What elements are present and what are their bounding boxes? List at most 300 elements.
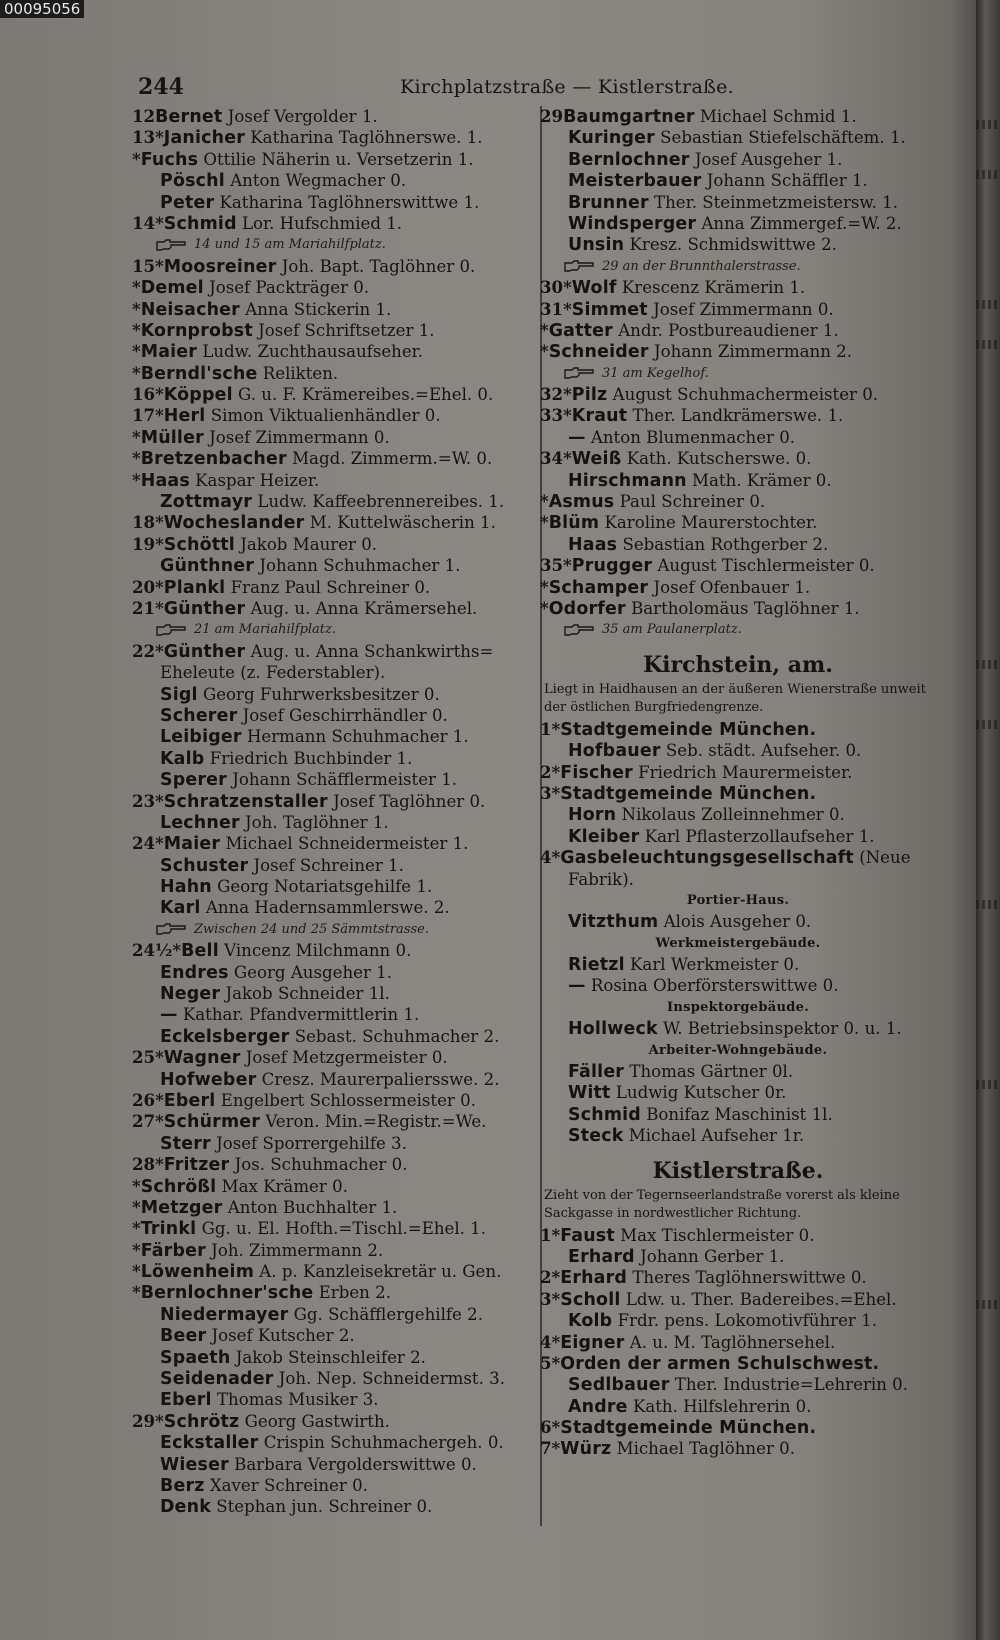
resident-details: Michael Aufseher 1r. [628,1126,805,1146]
resident-surname: Köppel [163,385,233,406]
resident-surname: Schrötz [163,1411,240,1432]
resident-details: Alois Ausgeher 0. [663,912,812,932]
directory-entry [132,855,528,876]
house-number: 25* [132,1047,164,1068]
resident-details: Sebastian Stiefelschäftem. 1. [660,128,906,148]
house-number: 34* [540,448,572,469]
directory-entry [540,1267,936,1288]
resident-details: Ther. Steinmetzmeistersw. 1. [654,192,899,212]
resident-surname: Plankl [163,577,226,598]
resident-details: Georg Gastwirth. [244,1411,390,1431]
resident-surname: Herl [163,406,206,427]
resident-surname: Odorfer [548,598,626,619]
resident-surname: Schneider [548,342,649,363]
resident-surname: Steck [568,1126,624,1147]
directory-entry [132,1475,528,1496]
resident-surname: Scherer [160,705,238,726]
resident-details: Seb. städt. Aufseher. 0. [665,741,862,761]
house-number: 31* [540,298,572,319]
directory-entry [540,1018,936,1039]
resident-details: Johann Zimmermann 2. [653,342,852,362]
house-number: 1* [540,718,561,739]
resident-surname: Maier [140,342,198,363]
directory-entry [540,826,936,847]
house-number: * [540,597,549,618]
neighbor-page-edge [976,0,1000,1640]
resident-surname: Eberl [160,1390,212,1411]
building-subheading: Portier-Haus. [686,892,790,908]
resident-surname: Kleiber [568,826,640,847]
pointing-hand-icon [156,624,186,636]
resident-details: August Tischlermeister 0. [657,556,875,576]
directory-entry [540,341,936,362]
house-number: 3* [540,1288,561,1309]
directory-entry [132,277,528,298]
directory-entry [132,1026,528,1047]
directory-entry [540,512,936,533]
resident-details: Andr. Postbureaudiener 1. [618,320,839,340]
resident-details: Max Krämer 0. [221,1176,348,1196]
resident-details: Anna Hadernsammlerswe. 2. [205,898,450,918]
resident-surname: Pilz [571,385,608,406]
house-number: 28* [132,1154,164,1175]
resident-surname: Spaeth [160,1347,231,1368]
directory-entry [132,149,528,170]
directory-entry [132,427,528,448]
resident-surname: Müller [140,427,204,448]
resident-details: Ludw. Zuchthausaufseher. [202,342,424,362]
house-number: 33* [540,405,572,426]
resident-surname: Witt [568,1083,611,1104]
resident-surname: Scholl [560,1289,621,1310]
resident-surname: Eigner [560,1332,625,1353]
directory-entry [132,726,528,747]
resident-surname: Wocheslander [163,513,305,534]
resident-surname: Unsin [568,235,625,256]
resident-details: Aug. u. Anna Krämersehel. [250,598,478,618]
resident-details: Michael Schneidermeister 1. [225,834,469,854]
directory-entry [132,320,528,341]
resident-surname: Eckstaller [160,1433,259,1454]
directory-entry [132,962,528,983]
cross-reference-note [132,919,528,940]
directory-entry [540,598,936,619]
resident-details: Anton Blumenmacher 0. [590,427,796,447]
directory-entry [540,1374,936,1395]
directory-entry [132,470,528,491]
house-number: 14* [132,212,164,233]
resident-surname: Fäller [568,1062,625,1083]
resident-details: Josef Zimmermann 0. [209,427,390,447]
resident-surname: Stadtgemeinde München. [560,1418,817,1439]
directory-entry [132,1133,528,1154]
resident-details: Hermann Schuhmacher 1. [246,727,469,747]
house-number: 6* [540,1417,561,1438]
resident-surname: Weiß [571,449,622,470]
resident-details: Franz Paul Schreiner 0. [230,577,431,597]
house-number: 26* [132,1089,164,1110]
resident-surname: Wagner [163,1048,241,1069]
resident-details: Xaver Schreiner 0. [209,1476,368,1495]
resident-surname: Andre [568,1396,628,1417]
resident-surname: Bernet [155,107,223,127]
resident-details: Josef Kutscher 2. [211,1326,355,1346]
resident-details: Katharina Taglöhnerswe. 1. [250,128,483,148]
resident-surname: Trinkl [140,1219,197,1240]
resident-details: Josef Ofenbauer 1. [653,577,811,597]
resident-surname: — [568,427,586,448]
entry-continuation: Fabrik). [568,869,634,889]
directory-entry [540,911,936,932]
resident-surname: Schürmer [163,1112,261,1133]
directory-entry [132,705,528,726]
resident-details: Barbara Vergolderswittwe 0. [234,1454,477,1474]
house-number: * [132,1175,141,1196]
directory-entry [132,1261,528,1282]
resident-surname: Berz [160,1476,205,1496]
resident-surname: Haas [140,470,190,491]
resident-details: Josef Vergolder 1. [227,107,378,126]
resident-surname: Stadtgemeinde München. [560,783,817,804]
resident-details: Nikolaus Zolleinnehmer 0. [621,805,845,825]
resident-surname: Karl [160,898,201,919]
resident-details: Johann Schäffler 1. [706,171,868,191]
resident-surname: Hirschmann [568,470,687,491]
resident-surname: Günther [163,598,246,619]
house-number: 21* [132,597,164,618]
resident-surname: Erhard [568,1246,635,1267]
resident-details: Engelbert Schlossermeister 0. [220,1090,476,1110]
resident-surname: Günther [163,641,246,662]
house-number: 1* [540,1224,561,1245]
note-text: 21 am Mariahilfplatz. [194,622,337,638]
resident-details: W. Betriebsinspektor 0. u. 1. [663,1019,902,1039]
directory-entry [540,954,936,975]
resident-details: Anton Buchhalter 1. [227,1197,398,1217]
resident-surname: Schamper [548,577,649,598]
directory-entry [540,1353,936,1374]
resident-details: Jos. Schuhmacher 0. [234,1155,408,1175]
entry-continuation: Eheleute (z. Federstabler). [160,663,386,683]
resident-surname: Bretzenbacher [140,449,287,470]
resident-surname: Würz [560,1439,612,1460]
directory-entry [132,812,528,833]
resident-details: Sebast. Schuhmacher 2. [294,1026,500,1046]
directory-entry [132,1197,528,1218]
resident-surname: Fritzer [163,1155,230,1176]
house-number: 27* [132,1111,164,1132]
cross-reference-note [132,619,528,640]
directory-entry [132,876,528,897]
resident-surname: — [568,976,586,997]
resident-details: Kresz. Schmidswittwe 2. [629,235,837,255]
street-description: Liegt in Haidhausen an der äußeren Wienerstraße unweit der östlichen Burgfriedengrenze. [544,681,926,715]
directory-entry [132,1304,528,1325]
resident-details: Michael Schmid 1. [699,107,857,126]
directory-entry [540,277,936,298]
street-description: Zieht von der Tegernseerlandstraße vorerst als kleine Sackgasse in nordwestlicher Richtung. [544,1187,900,1221]
resident-details: Max Tischlermeister 0. [620,1225,815,1245]
house-number: * [540,341,549,362]
house-number: * [132,362,141,383]
resident-surname: Kraut [571,406,628,427]
house-number: 32* [540,384,572,405]
resident-surname: Hahn [160,877,212,898]
directory-entry [132,213,528,234]
resident-surname: Denk [160,1497,211,1518]
resident-surname: Simmet [571,299,648,320]
directory-entry [540,1246,936,1267]
directory-entry [540,234,936,255]
cross-reference-note [540,256,936,277]
resident-details: Crispin Schuhmachergeh. 0. [263,1433,504,1453]
directory-entry [540,448,936,469]
resident-surname: Sedlbauer [568,1375,670,1396]
house-number: 5* [540,1352,561,1373]
resident-details: Joh. Zimmermann 2. [211,1240,384,1260]
resident-surname: Endres [160,962,229,983]
resident-details: Anna Zimmergef.=W. 2. [701,213,902,233]
house-number: * [132,448,141,469]
resident-details: Georg Notariatsgehilfe 1. [217,877,433,897]
resident-surname: Leibiger [160,727,242,748]
resident-surname: Demel [140,278,204,299]
resident-surname: Orden der armen Schulschwest. [560,1353,880,1374]
resident-details: Magd. Zimmerm.=W. 0. [292,449,493,469]
directory-entry [132,1325,528,1346]
directory-entry [132,769,528,790]
directory-entry [540,127,936,148]
house-number: 29* [132,1410,164,1431]
resident-surname: Prugger [571,556,653,577]
resident-details: Joh. Bapt. Taglöhner 0. [281,256,476,276]
resident-details: Friedrich Buchbinder 1. [209,748,413,768]
directory-entry [540,106,936,127]
resident-details: Vincenz Milchmann 0. [224,941,412,961]
scan-id-label: 00095056 [0,0,84,18]
house-number: 30* [540,277,572,298]
directory-entry [540,1104,936,1125]
resident-surname: — [160,1005,178,1026]
resident-surname: Schöttl [163,534,235,555]
resident-details: A. u. M. Taglöhnersehel. [629,1332,836,1352]
directory-entry [132,1282,528,1303]
resident-surname: Rietzl [568,955,625,976]
resident-surname: Eckelsberger [160,1026,290,1047]
resident-details: Rosina Oberförsterswittwe 0. [590,976,839,996]
directory-entry [540,740,936,761]
pointing-hand-icon [564,624,594,636]
resident-details: Katharina Taglöhnerswittwe 1. [219,192,480,212]
directory-entry [132,491,528,512]
note-text: Zwischen 24 und 25 Sämmtstrasse. [194,921,429,937]
resident-details: Josef Schreiner 1. [253,855,404,875]
directory-entry [132,940,528,961]
directory-entry [132,1240,528,1261]
resident-surname: Sigl [160,684,198,705]
resident-details: Veron. Min.=Registr.=We. [265,1112,487,1132]
directory-entry [540,384,936,405]
note-text: 35 am Paulanerplatz. [602,622,742,638]
resident-surname: Schratzenstaller [163,791,328,812]
directory-entry [132,1069,528,1090]
resident-details: Theres Taglöhnerswittwe 0. [632,1268,867,1288]
cross-reference-note [132,234,528,255]
directory-entry [132,1496,528,1517]
directory-entry [540,1396,936,1417]
cross-reference-note [540,363,936,384]
house-number: 2* [540,761,561,782]
resident-surname: Pöschl [160,171,225,192]
directory-entry [132,363,528,384]
left-column [132,106,528,1518]
pointing-hand-icon [564,367,594,379]
directory-entry [540,170,936,191]
house-number: 23* [132,790,164,811]
street-heading: Kistlerstraße. [652,1157,824,1184]
resident-details: M. Kuttelwäscherin 1. [309,513,496,533]
resident-details: Math. Krämer 0. [692,470,832,490]
resident-surname: Bernlochner [568,149,690,170]
house-number: * [132,1282,141,1303]
resident-details: Kathar. Pfandvermittlerin 1. [182,1005,420,1025]
house-number: * [540,512,549,533]
resident-surname: Baumgartner [563,107,695,127]
resident-details: Anna Stickerin 1. [245,299,392,319]
house-number: 4* [540,847,561,868]
house-number: * [540,576,549,597]
directory-entry [132,512,528,533]
house-number: * [540,491,549,512]
directory-entry [132,1218,528,1239]
resident-surname: Neisacher [140,299,240,320]
resident-details: A. p. Kanzleisekretär u. Gen. [259,1262,502,1282]
directory-entry [540,427,936,448]
directory-entry [132,170,528,191]
house-number: 24* [132,833,164,854]
resident-surname: Niedermayer [160,1304,289,1325]
house-number: 24½* [132,940,182,961]
resident-surname: Kuringer [568,128,655,149]
directory-entry [132,684,528,705]
resident-details: Friedrich Maurermeister. [638,762,853,782]
resident-details: Josef Schriftsetzer 1. [258,320,435,340]
right-column [540,106,936,1460]
resident-surname: Neger [160,984,221,1005]
cross-reference-note [540,619,936,640]
resident-surname: Berndl'sche [140,363,258,384]
resident-surname: Schrößl [140,1176,217,1197]
directory-entry [540,1289,936,1310]
resident-surname: Sperer [160,770,227,791]
house-number: 12 [132,106,156,126]
house-number: * [132,1218,141,1239]
resident-surname: Erhard [560,1268,628,1289]
directory-entry [540,975,936,996]
directory-entry [132,1368,528,1389]
resident-details: Joh. Taglöhner 1. [245,812,389,832]
directory-entry [132,983,528,1004]
resident-details: Johann Schuhmacher 1. [259,556,461,576]
resident-details: Ludw. Kaffeebrennereibes. 1. [257,492,505,512]
directory-entry [540,1417,936,1438]
resident-surname: Wieser [160,1454,229,1475]
directory-entry [132,598,528,619]
resident-surname: Janicher [163,128,245,149]
house-number: 2* [540,1267,561,1288]
resident-details: Simon Viktualienhändler 0. [210,406,441,426]
house-number: 17* [132,405,164,426]
directory-entry [540,1225,936,1246]
resident-surname: Fuchs [140,149,199,170]
house-number: 15* [132,255,164,276]
directory-entry [540,213,936,234]
resident-surname: Zottmayr [160,492,253,513]
resident-surname: Peter [160,192,215,213]
resident-details: Jakob Schneider 1l. [225,984,390,1004]
house-number: * [132,298,141,319]
directory-entry [540,299,936,320]
directory-entry [540,192,936,213]
directory-entry [132,448,528,469]
directory-entry [132,534,528,555]
resident-details: Georg Fuhrwerksbesitzer 0. [202,684,440,704]
resident-details: Josef Sporrergehilfe 3. [216,1133,407,1153]
resident-details: Johann Gerber 1. [640,1246,785,1266]
note-text: 14 und 15 am Mariahilfplatz. [194,237,386,253]
resident-surname: Hollweck [568,1019,658,1040]
resident-details: Erben 2. [318,1283,391,1303]
resident-details: Josef Geschirrhändler 0. [242,705,448,725]
directory-entry [132,1454,528,1475]
resident-details: (Neue [859,848,911,868]
directory-entry [132,127,528,148]
resident-details: Thomas Gärtner 0l. [629,1062,794,1082]
directory-entry [540,555,936,576]
directory-entry [132,1111,528,1132]
resident-details: Kath. Kutscherswe. 0. [626,449,812,469]
resident-details: Kaspar Heizer. [195,470,320,490]
house-number: * [132,426,141,447]
note-text: 31 am Kegelhof. [602,365,709,381]
directory-entry [132,1176,528,1197]
directory-entry [132,192,528,213]
directory-entry [540,1061,936,1082]
directory-entry [132,833,528,854]
resident-surname: Schmid [163,213,237,234]
pointing-hand-icon [156,923,186,935]
house-number: 35* [540,555,572,576]
directory-entry [540,804,936,825]
directory-entry [132,555,528,576]
resident-details: Karl Pflasterzollaufseher 1. [644,826,875,846]
directory-entry [132,748,528,769]
house-number: * [132,469,141,490]
resident-surname: Metzger [140,1197,223,1218]
house-number: 22* [132,640,164,661]
directory-entry [132,641,528,662]
resident-details: Josef Taglöhner 0. [333,791,486,811]
directory-entry [540,1125,936,1146]
resident-details: Josef Ausgeher 1. [694,149,843,169]
directory-entry [132,1389,528,1410]
resident-details: Josef Packträger 0. [209,278,370,298]
resident-details: Ludwig Kutscher 0r. [615,1083,787,1103]
resident-details: Thomas Musiker 3. [216,1390,379,1410]
resident-details: Johann Schäfflermeister 1. [232,770,458,790]
directory-entry [540,577,936,598]
resident-surname: Windsperger [568,213,697,234]
